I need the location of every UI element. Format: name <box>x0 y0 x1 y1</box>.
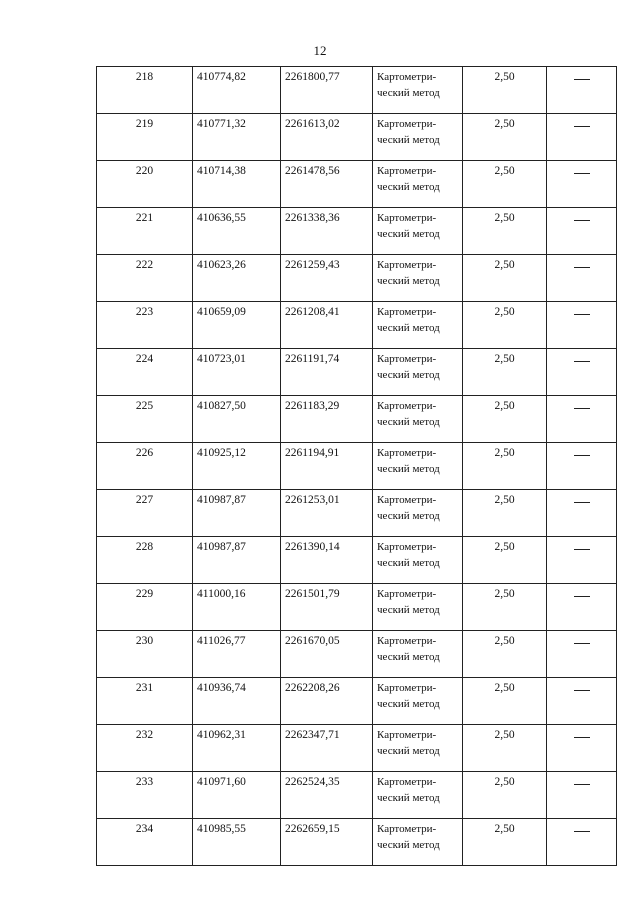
dash-mark <box>574 79 590 80</box>
error-value: 2,50 <box>463 631 547 678</box>
coordinate-y: 2261670,05 <box>281 631 373 678</box>
point-number: 225 <box>97 396 193 443</box>
point-number: 227 <box>97 490 193 537</box>
coordinate-y: 2261208,41 <box>281 302 373 349</box>
error-value: 2,50 <box>463 114 547 161</box>
method-line-1: Картометри- <box>377 447 437 459</box>
dash-mark <box>574 361 590 362</box>
method-line-2: ческий метод <box>377 87 440 99</box>
note-cell <box>547 537 617 584</box>
error-value: 2,50 <box>463 443 547 490</box>
method-cell <box>373 114 463 161</box>
coordinate-y: 2261478,56 <box>281 161 373 208</box>
note-cell <box>547 772 617 819</box>
method-cell <box>373 678 463 725</box>
coordinate-y: 2261613,02 <box>281 114 373 161</box>
point-number: 231 <box>97 678 193 725</box>
error-value: 2,50 <box>463 255 547 302</box>
table-row <box>97 302 617 349</box>
coordinate-x: 410962,31 <box>193 725 281 772</box>
point-number: 218 <box>97 67 193 114</box>
coordinate-x: 410971,60 <box>193 772 281 819</box>
method-line-2: ческий метод <box>377 181 440 193</box>
note-cell <box>547 396 617 443</box>
note-cell <box>547 678 617 725</box>
point-number: 222 <box>97 255 193 302</box>
method-line-2: ческий метод <box>377 745 440 757</box>
method-line-2: ческий метод <box>377 604 440 616</box>
table-row <box>97 772 617 819</box>
coordinate-x: 410936,74 <box>193 678 281 725</box>
method-line-2: ческий метод <box>377 322 440 334</box>
method-cell <box>373 67 463 114</box>
coordinates-table <box>96 66 617 866</box>
note-cell <box>547 443 617 490</box>
method-cell <box>373 349 463 396</box>
point-number: 232 <box>97 725 193 772</box>
point-number: 224 <box>97 349 193 396</box>
point-number: 223 <box>97 302 193 349</box>
coordinate-x: 410771,32 <box>193 114 281 161</box>
method-cell <box>373 396 463 443</box>
error-value: 2,50 <box>463 208 547 255</box>
method-line-2: ческий метод <box>377 557 440 569</box>
method-line-1: Картометри- <box>377 729 437 741</box>
table-row <box>97 631 617 678</box>
error-value: 2,50 <box>463 161 547 208</box>
note-cell <box>547 631 617 678</box>
method-cell <box>373 772 463 819</box>
method-cell <box>373 208 463 255</box>
coordinate-y: 2262524,35 <box>281 772 373 819</box>
error-value: 2,50 <box>463 725 547 772</box>
note-cell <box>547 725 617 772</box>
error-value: 2,50 <box>463 349 547 396</box>
point-number: 234 <box>97 819 193 866</box>
method-line-1: Картометри- <box>377 259 437 271</box>
dash-mark <box>574 502 590 503</box>
method-line-1: Картометри- <box>377 212 437 224</box>
coordinate-x: 410987,87 <box>193 537 281 584</box>
point-number: 233 <box>97 772 193 819</box>
coordinate-y: 2261253,01 <box>281 490 373 537</box>
note-cell <box>547 584 617 631</box>
coordinate-x: 410985,55 <box>193 819 281 866</box>
coordinate-y: 2261800,77 <box>281 67 373 114</box>
dash-mark <box>574 173 590 174</box>
note-cell <box>547 819 617 866</box>
dash-mark <box>574 690 590 691</box>
method-line-2: ческий метод <box>377 839 440 851</box>
error-value: 2,50 <box>463 67 547 114</box>
method-cell <box>373 490 463 537</box>
method-line-1: Картометри- <box>377 306 437 318</box>
coordinate-y: 2261338,36 <box>281 208 373 255</box>
coordinate-x: 410774,82 <box>193 67 281 114</box>
method-line-1: Картометри- <box>377 776 437 788</box>
coordinate-y: 2261259,43 <box>281 255 373 302</box>
point-number: 220 <box>97 161 193 208</box>
dash-mark <box>574 831 590 832</box>
method-line-1: Картометри- <box>377 71 437 83</box>
method-cell <box>373 302 463 349</box>
table-row <box>97 349 617 396</box>
table-row <box>97 725 617 772</box>
method-line-2: ческий метод <box>377 369 440 381</box>
dash-mark <box>574 549 590 550</box>
method-line-1: Картометри- <box>377 682 437 694</box>
point-number: 226 <box>97 443 193 490</box>
page-number: 12 <box>313 43 327 58</box>
method-cell <box>373 537 463 584</box>
dash-mark <box>574 596 590 597</box>
coordinate-y: 2261183,29 <box>281 396 373 443</box>
error-value: 2,50 <box>463 584 547 631</box>
table-row <box>97 443 617 490</box>
note-cell <box>547 349 617 396</box>
note-cell <box>547 302 617 349</box>
dash-mark <box>574 408 590 409</box>
error-value: 2,50 <box>463 396 547 443</box>
error-value: 2,50 <box>463 490 547 537</box>
method-line-2: ческий метод <box>377 134 440 146</box>
method-line-1: Картометри- <box>377 494 437 506</box>
table-row <box>97 161 617 208</box>
method-line-1: Картометри- <box>377 635 437 647</box>
coordinate-y: 2262347,71 <box>281 725 373 772</box>
table-row <box>97 584 617 631</box>
method-cell <box>373 725 463 772</box>
method-line-2: ческий метод <box>377 275 440 287</box>
point-number: 230 <box>97 631 193 678</box>
coordinate-x: 410714,38 <box>193 161 281 208</box>
method-line-2: ческий метод <box>377 463 440 475</box>
method-cell <box>373 584 463 631</box>
coordinate-y: 2262208,26 <box>281 678 373 725</box>
dash-mark <box>574 314 590 315</box>
dash-mark <box>574 784 590 785</box>
coordinate-x: 411026,77 <box>193 631 281 678</box>
method-line-2: ческий метод <box>377 698 440 710</box>
coordinate-x: 410827,50 <box>193 396 281 443</box>
method-line-1: Картометри- <box>377 823 437 835</box>
dash-mark <box>574 643 590 644</box>
method-cell <box>373 255 463 302</box>
dash-mark <box>574 455 590 456</box>
error-value: 2,50 <box>463 302 547 349</box>
coordinate-x: 410987,87 <box>193 490 281 537</box>
note-cell <box>547 161 617 208</box>
coordinate-x: 410925,12 <box>193 443 281 490</box>
coordinate-y: 2261390,14 <box>281 537 373 584</box>
coordinate-x: 410623,26 <box>193 255 281 302</box>
dash-mark <box>574 267 590 268</box>
method-line-1: Картометри- <box>377 541 437 553</box>
error-value: 2,50 <box>463 772 547 819</box>
coordinate-x: 411000,16 <box>193 584 281 631</box>
table-row <box>97 255 617 302</box>
method-cell <box>373 631 463 678</box>
error-value: 2,50 <box>463 819 547 866</box>
table-row <box>97 537 617 584</box>
note-cell <box>547 67 617 114</box>
table-row <box>97 490 617 537</box>
table-row <box>97 678 617 725</box>
point-number: 228 <box>97 537 193 584</box>
method-line-2: ческий метод <box>377 416 440 428</box>
error-value: 2,50 <box>463 678 547 725</box>
method-line-2: ческий метод <box>377 228 440 240</box>
method-line-1: Картометри- <box>377 165 437 177</box>
coordinate-x: 410659,09 <box>193 302 281 349</box>
method-line-1: Картометри- <box>377 400 437 412</box>
point-number: 219 <box>97 114 193 161</box>
note-cell <box>547 255 617 302</box>
coordinate-x: 410723,01 <box>193 349 281 396</box>
error-value: 2,50 <box>463 537 547 584</box>
note-cell <box>547 114 617 161</box>
method-line-2: ческий метод <box>377 651 440 663</box>
coordinate-y: 2262659,15 <box>281 819 373 866</box>
method-line-2: ческий метод <box>377 510 440 522</box>
table-row <box>97 396 617 443</box>
coordinate-y: 2261191,74 <box>281 349 373 396</box>
method-cell <box>373 819 463 866</box>
method-line-2: ческий метод <box>377 792 440 804</box>
method-line-1: Картометри- <box>377 118 437 130</box>
coordinate-x: 410636,55 <box>193 208 281 255</box>
dash-mark <box>574 220 590 221</box>
table-row <box>97 114 617 161</box>
note-cell <box>547 208 617 255</box>
dash-mark <box>574 737 590 738</box>
dash-mark <box>574 126 590 127</box>
method-line-1: Картометри- <box>377 353 437 365</box>
coordinate-y: 2261501,79 <box>281 584 373 631</box>
table-row <box>97 819 617 866</box>
method-cell <box>373 161 463 208</box>
note-cell <box>547 490 617 537</box>
method-cell <box>373 443 463 490</box>
method-line-1: Картометри- <box>377 588 437 600</box>
table-row <box>97 208 617 255</box>
table-row <box>97 67 617 114</box>
point-number: 221 <box>97 208 193 255</box>
point-number: 229 <box>97 584 193 631</box>
coordinate-y: 2261194,91 <box>281 443 373 490</box>
